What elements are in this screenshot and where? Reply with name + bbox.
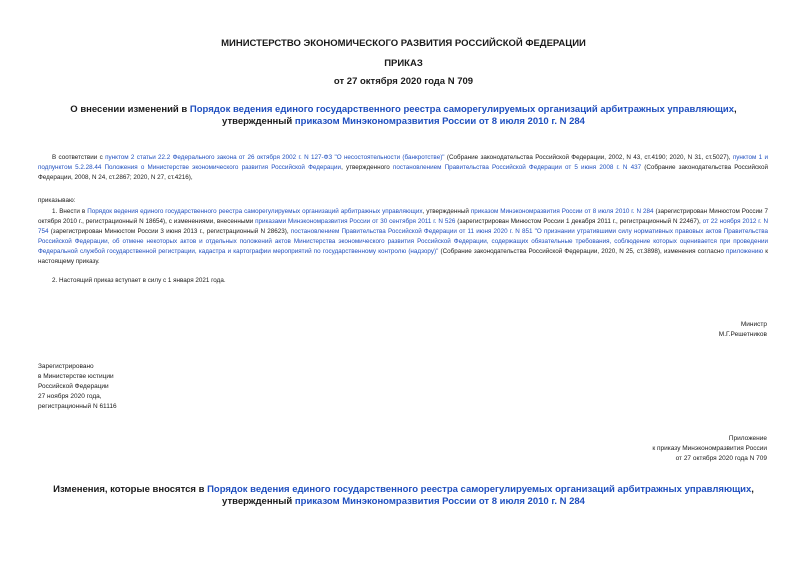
title2-prefix: Изменения, которые вносятся в — [53, 484, 208, 495]
title-link-order-284[interactable]: приказом Минэкономразвития России от 8 июля 2010 г. N 284 — [294, 116, 585, 127]
date-number-heading: от 27 октября 2020 года N 709 — [333, 76, 474, 87]
appendix-block — [652, 434, 767, 464]
appendix-line-3: от 27 октября 2020 года N 709 — [675, 455, 767, 462]
item-1-paragraph — [38, 207, 768, 267]
appendix-line-2: к приказу Минэкономразвития России — [652, 445, 767, 452]
item1-text-3: (зарегистрирован Минюстом России 7 октября 2010 г., регистрационный N 18654), с изменениями, внесенными — [38, 208, 768, 225]
item1-link-order-526[interactable]: приказами Минэкономразвития России от 30 сентября 2011 г. N 526 — [255, 218, 456, 225]
preamble-text-4: (Собрание законодательства Российской Федерации, 2008, N 24, ст.2867; 2020, N 27, ст.4216), — [38, 164, 768, 181]
registration-line-3: Российской Федерации — [38, 383, 109, 390]
signature-position: Министр — [740, 321, 767, 328]
appendix-title — [30, 484, 777, 508]
title2-mid: , утвержденный — [222, 484, 754, 507]
registration-block — [38, 362, 117, 412]
item1-text-6: (Собрание законодательства Российской Федерации, 2020, N 25, ст.3898), изменения согласно — [438, 248, 727, 255]
item1-link-decree-851[interactable]: постановлением Правительства Российской Федерации от 11 июня 2020 г. N 851 "О признании утратившими силу нормативных правовых актов Правительства Российской Федерации, об отмене некоторых актов и отдельных положений актов Министерства экономического развития Российской Федерации, содержащих обязательные требования, соблюдение которых оценивается при проведении Федеральной службой государственной регистрации, кадастра и картографии мероприятий по государственному контролю (надзору)" — [38, 228, 769, 255]
registration-line-2: в Министерстве юстиции — [38, 373, 114, 380]
doc-type-heading: ПРИКАЗ — [384, 58, 423, 69]
item1-link-appendix[interactable]: приложению — [726, 248, 764, 255]
signature-name: М.Г.Решетников — [718, 331, 767, 338]
registration-line-4: 27 ноября 2020 года, — [38, 393, 102, 400]
preamble-text-3: , утвержденного — [341, 164, 393, 171]
preamble-link-decree-437[interactable]: постановлением Правительства Российской Федерации от 5 июня 2008 г. N 437 — [392, 164, 642, 171]
preamble-paragraph — [38, 153, 768, 183]
order-title — [40, 104, 767, 128]
item1-text-1: 1. Внести в — [52, 208, 88, 215]
preamble-text-1: В соответствии с — [52, 154, 106, 161]
item1-link-order-284[interactable]: приказом Минэкономразвития России от 8 июля 2010 г. N 284 — [470, 208, 654, 215]
signature-block — [719, 320, 767, 340]
item1-text-7: к настоящему приказу. — [38, 248, 768, 265]
item1-text-4: (зарегистрирован Минюстом России 1 декабря 2011 г., регистрационный N 22467), — [455, 218, 703, 225]
appendix-line-1: Приложение — [728, 435, 767, 442]
item1-text-5: (зарегистрирован Минюстом России 3 июня 2013 г., регистрационный N 28623), — [48, 228, 291, 235]
item-2-paragraph — [38, 276, 768, 286]
ministry-heading: МИНИСТЕРСТВО ЭКОНОМИЧЕСКОГО РАЗВИТИЯ РОССИЙСКОЙ ФЕДЕРАЦИИ — [221, 38, 586, 49]
item1-text-2: , утвержденный — [422, 208, 471, 215]
title-link-procedure[interactable]: Порядок ведения единого государственного реестра саморегулируемых организаций арбитражных управляющих — [189, 104, 735, 115]
preamble-text-2: (Собрание законодательства Российской Федерации, 2002, N 43, ст.4190; 2020, N 31, ст.5027), — [444, 154, 733, 161]
item1-link-procedure[interactable]: Порядок ведения единого государственного реестра саморегулируемых организаций арбитражных управляющих — [87, 208, 423, 215]
order-word: приказываю: — [38, 197, 76, 204]
registration-line-1: Зарегистрировано — [38, 363, 94, 370]
preamble-link-law[interactable]: пунктом 2 статьи 22.2 Федерального закона от 26 октября 2002 г. N 127-ФЗ "О несостоятельности (банкротстве)" — [105, 154, 445, 161]
title2-link-order-284[interactable]: приказом Минэкономразвития России от 8 июля 2010 г. N 284 — [294, 496, 585, 507]
title-prefix: О внесении изменений в — [70, 104, 190, 115]
registration-line-5: регистрационный N 61116 — [38, 403, 117, 410]
title2-link-procedure[interactable]: Порядок ведения единого государственного реестра саморегулируемых организаций арбитражных управляющих — [207, 484, 752, 495]
preamble-link-regulation[interactable]: пунктом 1 и подпунктом 5.2.28.44 Положения о Министерстве экономического развития Российской Федерации — [38, 154, 768, 171]
title-mid: , утвержденный — [222, 104, 737, 127]
item2-text: 2. Настоящий приказ вступает в силу с 1 января 2021 года. — [52, 277, 226, 284]
item1-link-order-754[interactable]: от 22 ноября 2012 г. N 754 — [38, 218, 769, 235]
